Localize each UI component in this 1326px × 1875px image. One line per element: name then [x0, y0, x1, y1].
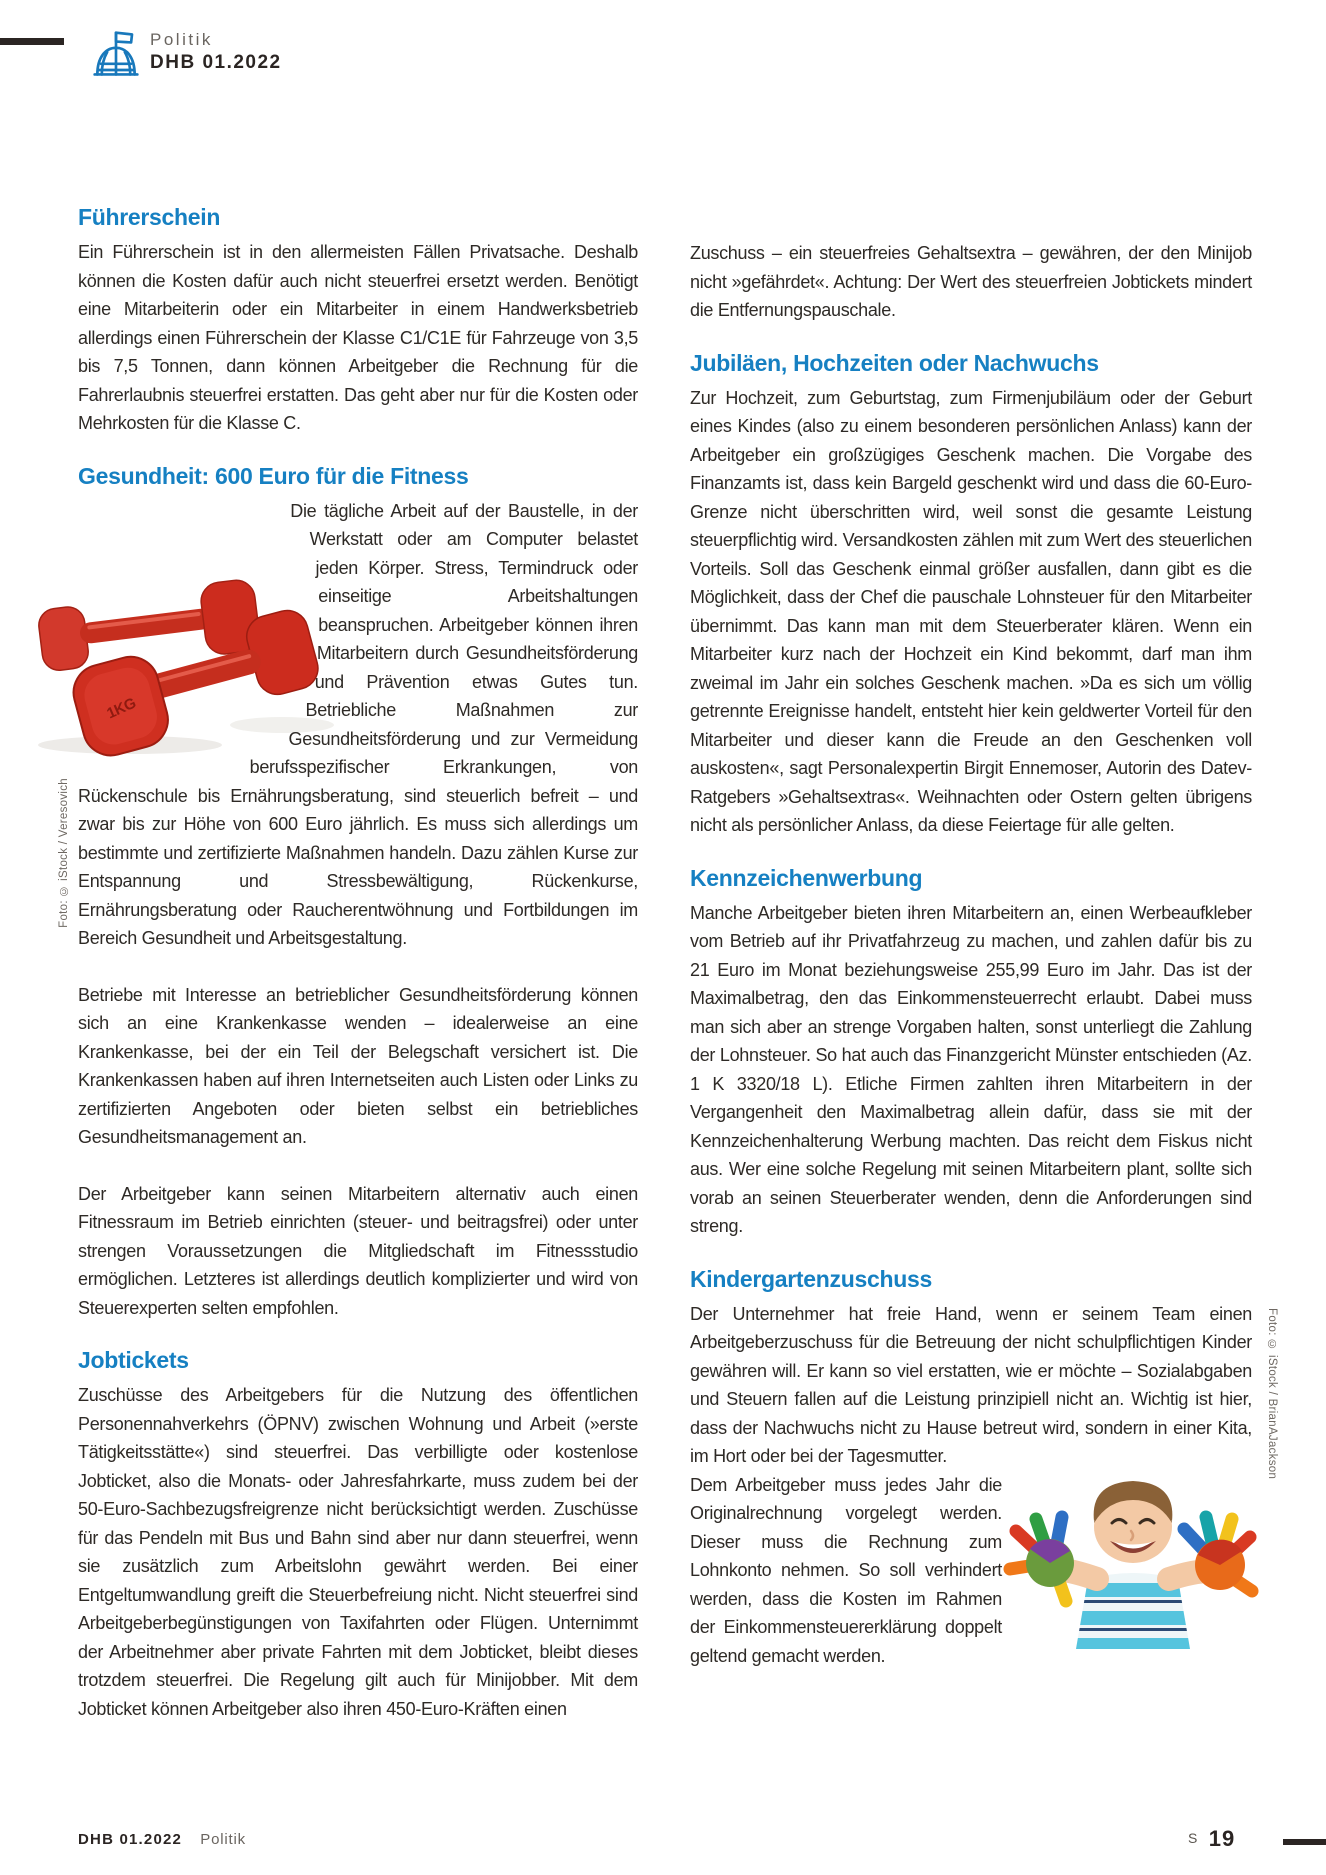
article-column-right: [690, 239, 1252, 1723]
child-photo: [1002, 1471, 1264, 1723]
paragraph-text: Zur Hochzeit, zum Geburtstag, zum Firmenjubiläum oder der Geburt eines Kindes (also zu einem besonderen persönlichen Anlass) kann der Arbeitgeber ein großzügiges Geschenk machen. Die Vorgabe des Finanzamts ist, dass kein Bargeld geschenkt wird und dass die 60-Euro-Grenze nicht überschritten wird, weil sonst die gesamte Leistung steuerpflichtig wird. Versandkosten zählen mit zum Wert des steuerlichen Vorteils. Soll das Geschenk einmal größer ausfallen, dann gibt es die Möglichkeit, dass der Chef die pauschale Lohnsteuer für den Mitarbeiter übernimmt. Das kann man mit dem Steuerberater klären. Wenn ein Mitarbeiter kurz nach der Hochzeit ein Kind bekommt, darf man ihm zweimal im Jahr ein solches Geschenk machen. »Da es sich um völlig getrennte Ereignisse handelt, entsteht hier kein geldwerter Vorteil für den Mitarbeiter und dieser kann die Freude an den Geschenken voll auskosten«, sagt Personalexpertin Birgit Ennemoser, Autorin des Datev-Ratgebers »Gehaltsextras«. Weihnachten oder Ostern gelten übrigens nicht als persönlicher Anlass, da diese Feiertage für alle gelten.: [690, 387, 1252, 835]
footer-issue: DHB 01.2022: [78, 1831, 183, 1848]
paragraph-text: Die tägliche Arbeit auf der Baustelle, in der Werkstatt oder am Computer belastet jeden Körper. Stress, Termindruck oder einseitige Arbeitshaltungen beanspruchen. Arbeitgeber können ihren Mitarbeitern durch Gesundheitsförderung und Prävention etwas Gutes tun. Betriebliche Maßnahmen zur Gesundheitsförderung und zur Vermeidung berufsspezifischer Erkrankungen, von Rückenschule bis Ernährungsberatung, sind steuerlich befreit – und zwar bis zur Höhe von 600 Euro jährlich. Es muss sich allerdings um bestimmte und zertifizierte Maßnahmen handeln. Dazu zählen Kurse zur Entspannung und Stressbewältigung, Rückenkurse, Ernährungsberatung oder Raucherentwöhnung und Fortbildungen im Bereich Gesundheit und Arbeitsgestaltung.: [78, 500, 638, 948]
paragraph-text: Zuschüsse des Arbeitgebers für die Nutzung des öffentlichen Personennahverkehrs (ÖPNV) zwischen Wohnung und Arbeit (»erste Tätigkeitsstätte«) sind steuerfrei. Das verbilligte oder kostenlose Jobticket, also die Monats- oder Jahresfahrkarte, muss zudem bei der 50-Euro-Sachbezugsfreigrenze nicht berücksichtigt werden. Zuschüsse für das Pendeln mit Bus und Bahn sind aber nur dann steuerfrei, wenn sie zusätzlich zum Arbeitslohn gewährt werden. Bei einer Entgeltumwandlung greift die Steuerbefreiung nicht. Nicht steuerfrei sind Arbeitgeberbegünstigungen von Taxifahrten oder Flügen. Unternimmt der Arbeitnehmer aber private Fahrten mit dem Jobticket, bleibt dieses trotzdem steuerfrei. Die Regelung gilt auch für Minijobber. Mit dem Jobticket können Arbeitgeber also ihren 450-Euro-Kräften einen: [78, 1385, 638, 1719]
paragraph: [690, 899, 1252, 1241]
footer-section: Politik: [200, 1831, 246, 1848]
footer: [78, 1831, 246, 1848]
paragraph-text: Zuschuss – ein steuerfreies Gehaltsextra – gewähren, der den Minijob nicht »gefährdet«. Achtung: Der Wert des steuerfreien Jobtickets mindert die Entfernungspauschale.: [690, 243, 1252, 320]
header-issue-label: DHB 01.2022: [150, 52, 282, 73]
paragraph: [690, 1471, 1252, 1671]
paragraph-text: Betriebe mit Interesse an betrieblicher Gesundheitsförderung können sich an eine Krankenkasse wenden – idealerweise an eine Krankenkasse, bei der ein Teil der Belegschaft versichert ist. Die Krankenkassen haben auf ihren Internetseiten auch Listen oder Links zu zertifizierten Angeboten oder bieten selbst ein betriebliches Gesundheitsmanagement an.: [78, 984, 638, 1147]
section-heading: Kindergartenzuschuss: [690, 1265, 932, 1292]
footer-page-prefix: S: [1188, 1830, 1199, 1846]
paragraph-text: Ein Führerschein ist in den allermeisten Fällen Privatsache. Deshalb können die Kosten dafür auch nicht steuerfrei ersetzt werden. Benötigt eine Mitarbeiterin oder ein Mitarbeiter in einem Handwerksbetrieb allerdings einen Führerschein der Klasse C1/C1E für Fahrzeuge von 3,5 bis 7,5 Tonnen, dann können Arbeitgeber die Rechnung für die Fahrerlaubnis steuerfrei erstatten. Das geht aber nur für die Kosten oder Mehrkosten für die Klasse C.: [78, 242, 638, 433]
bottom-right-rule: [1283, 1839, 1326, 1845]
section-heading: Führerschein: [78, 204, 221, 230]
article-column-left: [78, 205, 638, 1723]
dumbbell-label: 1KG: [104, 694, 139, 722]
top-left-rule: [0, 38, 64, 45]
photo-credit-right: Foto: © iStock / BrianAJackson: [1266, 1308, 1278, 1480]
paragraph: [78, 1381, 638, 1723]
paragraph-text: Dem Arbeitgeber muss jedes Jahr die Originalrechnung vorgelegt werden. Dieser muss die Rechnung zum Lohnkonto nehmen. So soll verhindert werden, dass die Kosten im Rahmen der Einkommensteuererklärung doppelt geltend gemacht werden.: [690, 1474, 1002, 1666]
painted-hand-left: [1010, 1517, 1074, 1601]
paragraph: [690, 239, 1252, 325]
paragraph-text: Der Arbeitgeber kann seinen Mitarbeitern alternativ auch einen Fitnessraum im Betrieb einrichten (steuer- und beitragsfrei) oder unter strengen Voraussetzungen die Mitgliedschaft im Fitnessstudio ermöglichen. Letzteres ist allerdings deutlich komplizierter und wird von Steuerexperten selten empfohlen.: [78, 1183, 638, 1318]
section-heading: Kennzeichenwerbung: [690, 864, 923, 891]
paragraph: [78, 238, 638, 438]
paragraph: [78, 497, 638, 953]
paragraph-text: Manche Arbeitgeber bieten ihren Mitarbeitern an, einen Werbeaufkleber vom Betrieb auf ihr Privatfahrzeug zu machen, und zahlen dafür bis zu 21 Euro im Monat beziehungsweise 255,99 Euro im Jahr. Das ist der Maximalbetrag, den das Einkommensteuerrecht erlaubt. Dabei muss man sich aber an strenge Vorgaben halten, sonst unterliegt die Zahlung der Lohnsteuer. So hat auch das Finanzgericht Münster entschieden (Az. 1 K 3320/18 L). Etliche Firmen zahlten ihren Mitarbeitern in der Vergangenheit den Maximalbetrag allein dafür, dass sie mit der Kennzeichenhalterung Werbung machten. Das reicht dem Fiskus nicht aus. Wer eine solche Regelung mit seinen Mitarbeitern plant, sollte sich vorab an seinen Steuerberater wenden, denn die Anforderungen sind streng.: [690, 902, 1252, 1236]
paragraph: [690, 1300, 1252, 1471]
paragraph-text: Der Unternehmer hat freie Hand, wenn er seinem Team einen Arbeitgeberzuschuss für die Betreuung der nicht schulpflichtigen Kinder gewähren will. Er kann so viel erstatten, wie er möchte – Sozialabgaben und Steuern fallen auf die Leistung prinzipiell nicht an. Wichtig ist hier, dass der Nachwuchs nicht zu Hause betreut wird, sondern in einer Kita, im Hort oder bei der Tagesmutter.: [690, 1303, 1252, 1466]
section-heading: Jobtickets: [78, 1347, 189, 1373]
paragraph: [690, 384, 1252, 840]
reichstag-dome-icon: [92, 28, 140, 80]
footer-page-number: 19: [1208, 1826, 1236, 1851]
paragraph: [78, 1180, 638, 1323]
header-section-label: Politik: [150, 30, 213, 49]
paragraph: [78, 981, 638, 1152]
section-heading: Gesundheit: 600 Euro für die Fitness: [78, 462, 469, 489]
photo-credit-left: Foto: © iStock / Veresovich: [58, 778, 70, 928]
footer-page: [1188, 1826, 1235, 1852]
section-heading: Jubiläen, Hochzeiten oder Nachwuchs: [690, 349, 1099, 376]
